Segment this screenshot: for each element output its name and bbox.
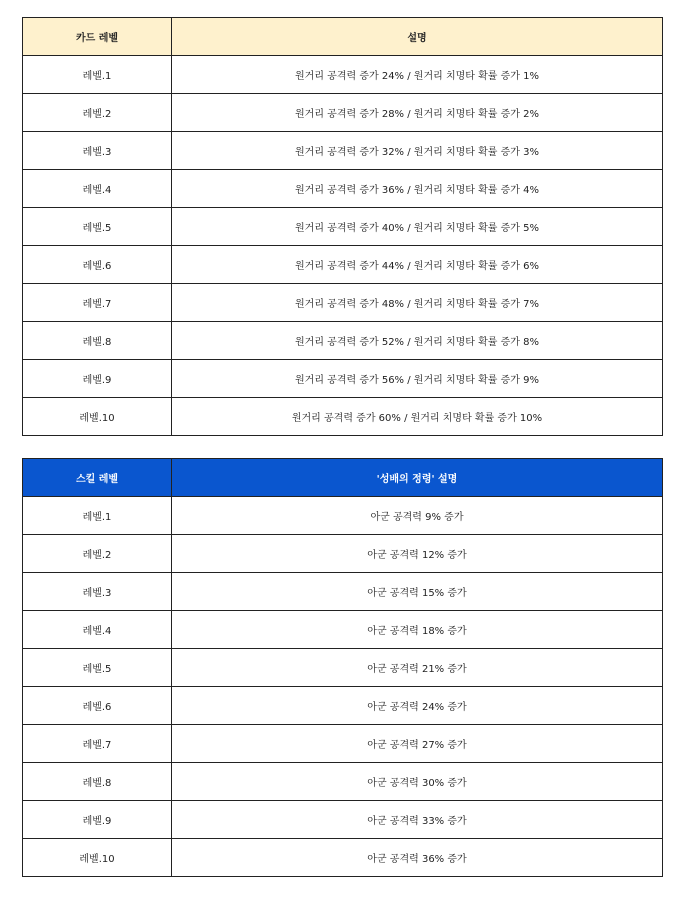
cell-level: 레벨.8: [23, 763, 172, 801]
table-row: [23, 284, 663, 322]
cell-description: 아군 공격력 27% 증가: [172, 725, 663, 763]
cell-level: 레벨.5: [23, 649, 172, 687]
table-row: [23, 208, 663, 246]
cell-level: 레벨.8: [23, 322, 172, 360]
cell-level: 레벨.9: [23, 801, 172, 839]
cell-description: 원거리 공격력 증가 44% / 원거리 치명타 확률 증가 6%: [172, 246, 663, 284]
table-row: [23, 573, 663, 611]
table-header-row: [23, 459, 663, 497]
table-row: [23, 839, 663, 877]
cell-description: 아군 공격력 30% 증가: [172, 763, 663, 801]
table-row: [23, 56, 663, 94]
table-row: [23, 246, 663, 284]
card-level-table: [22, 17, 663, 436]
cell-description: 원거리 공격력 증가 28% / 원거리 치명타 확률 증가 2%: [172, 94, 663, 132]
table-row: [23, 132, 663, 170]
cell-level: 레벨.10: [23, 839, 172, 877]
cell-description: 아군 공격력 15% 증가: [172, 573, 663, 611]
cell-level: 레벨.6: [23, 246, 172, 284]
table-row: [23, 535, 663, 573]
cell-description: 원거리 공격력 증가 60% / 원거리 치명타 확률 증가 10%: [172, 398, 663, 436]
cell-level: 레벨.3: [23, 573, 172, 611]
table-row: [23, 611, 663, 649]
table-row: [23, 687, 663, 725]
cell-description: 원거리 공격력 증가 52% / 원거리 치명타 확률 증가 8%: [172, 322, 663, 360]
skill-level-table: [22, 458, 663, 877]
cell-level: 레벨.1: [23, 497, 172, 535]
cell-description: 아군 공격력 12% 증가: [172, 535, 663, 573]
cell-level: 레벨.1: [23, 56, 172, 94]
cell-description: 원거리 공격력 증가 56% / 원거리 치명타 확률 증가 9%: [172, 360, 663, 398]
table-row: [23, 170, 663, 208]
cell-description: 아군 공격력 36% 증가: [172, 839, 663, 877]
cell-description: 아군 공격력 9% 증가: [172, 497, 663, 535]
table-row: [23, 360, 663, 398]
header-skill-level: 스킬 레벨: [23, 459, 172, 497]
cell-description: 원거리 공격력 증가 24% / 원거리 치명타 확률 증가 1%: [172, 56, 663, 94]
cell-level: 레벨.3: [23, 132, 172, 170]
cell-description: 원거리 공격력 증가 40% / 원거리 치명타 확률 증가 5%: [172, 208, 663, 246]
cell-level: 레벨.4: [23, 170, 172, 208]
cell-description: 원거리 공격력 증가 32% / 원거리 치명타 확률 증가 3%: [172, 132, 663, 170]
cell-level: 레벨.9: [23, 360, 172, 398]
header-description: 설명: [172, 18, 663, 56]
cell-description: 아군 공격력 18% 증가: [172, 611, 663, 649]
cell-level: 레벨.7: [23, 284, 172, 322]
table-row: [23, 322, 663, 360]
cell-description: 아군 공격력 24% 증가: [172, 687, 663, 725]
cell-level: 레벨.2: [23, 94, 172, 132]
cell-level: 레벨.2: [23, 535, 172, 573]
table-row: [23, 649, 663, 687]
cell-level: 레벨.7: [23, 725, 172, 763]
cell-level: 레벨.5: [23, 208, 172, 246]
cell-level: 레벨.10: [23, 398, 172, 436]
table-row: [23, 763, 663, 801]
header-card-level: 카드 레벨: [23, 18, 172, 56]
cell-description: 아군 공격력 33% 증가: [172, 801, 663, 839]
header-skill-description: '성배의 정령' 설명: [172, 459, 663, 497]
cell-level: 레벨.6: [23, 687, 172, 725]
table-row: [23, 801, 663, 839]
cell-description: 원거리 공격력 증가 48% / 원거리 치명타 확률 증가 7%: [172, 284, 663, 322]
table-row: [23, 398, 663, 436]
table-row: [23, 94, 663, 132]
cell-description: 원거리 공격력 증가 36% / 원거리 치명타 확률 증가 4%: [172, 170, 663, 208]
cell-level: 레벨.4: [23, 611, 172, 649]
table-header-row: [23, 18, 663, 56]
cell-description: 아군 공격력 21% 증가: [172, 649, 663, 687]
table-row: [23, 497, 663, 535]
table-row: [23, 725, 663, 763]
